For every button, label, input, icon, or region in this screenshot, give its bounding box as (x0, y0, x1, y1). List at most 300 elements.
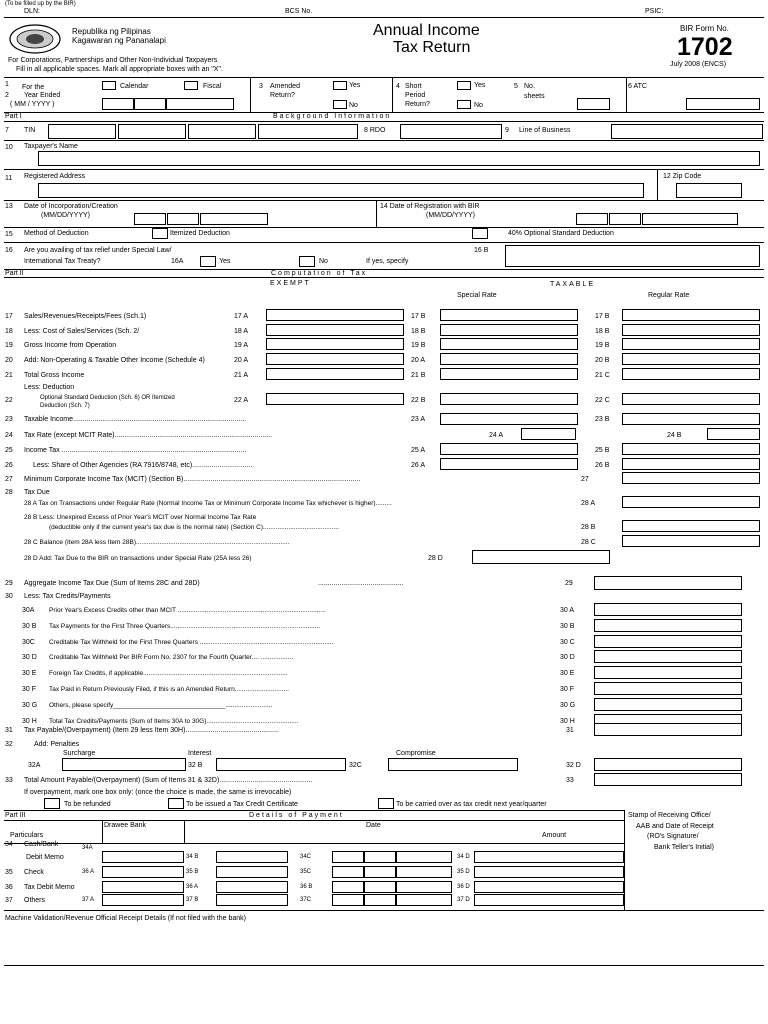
comp-special-input[interactable] (440, 393, 578, 405)
exempt-header: EXEMPT (270, 280, 311, 287)
comp-row-label: Less: Cost of Sales/Services (Sch. 2/ (24, 328, 140, 335)
mm-yyyy-label: ( MM / YYYY ) (10, 101, 55, 108)
regular-rate-header: Regular Rate (648, 292, 690, 299)
share-regular-input[interactable] (622, 458, 760, 470)
comp-regular-input[interactable] (622, 368, 760, 380)
amended-no-checkbox[interactable] (333, 100, 347, 109)
psic-label: PSIC: (645, 8, 664, 15)
item-32-number: 32 (5, 741, 13, 748)
payment-row-b-ref: 34 B (186, 854, 199, 860)
machine-validation-label: Machine Validation/Revenue Official Receipt Details (If not filed with the bank) (5, 915, 246, 922)
payment-row-label: Tax Debit Memo (24, 884, 75, 891)
tax-due-label: Tax Due (24, 489, 50, 496)
comp-row-number: 20 (5, 357, 13, 364)
amended-no-label: No (349, 102, 358, 109)
comp-regular-input[interactable] (622, 309, 760, 321)
item-28b-label: 28 B Less: Unexpired Excess of Prior Year's MCIT over Normal Income Tax Rate (24, 514, 257, 521)
osd-note: Optional Standard Deduction (Sch. 6) OR Itemized (40, 395, 175, 401)
total-payable-label: Total Amount Payable/(Overpayment) (Sum of Items 31 & 32D)................................................ (24, 777, 313, 784)
payment-row-d-ref: 34 D (457, 854, 470, 860)
item-16b-label: 16 B (474, 247, 489, 254)
item-31-number: 31 (5, 727, 13, 734)
amended-yes-checkbox[interactable] (333, 81, 347, 90)
comp-row-regular-ref: 21 C (595, 372, 610, 379)
form-title-line-2: Tax Return (393, 39, 471, 56)
comp-regular-input[interactable] (622, 353, 760, 365)
credit-row-label: Creditable Tax Withheld Per BIR Form No. 2307 for the Fourth Quarter.... .................. (49, 654, 294, 662)
credit-row-label: Tax Payments for the First Three Quarters................................................................................... (49, 622, 321, 630)
bir-seal-icon (8, 24, 62, 54)
overpayment-note: If overpayment, mark one box only: (once the choice is made, the same is irrevocable) (24, 789, 292, 796)
short-no-label: No (474, 102, 483, 109)
item-15-number: 15 (5, 231, 13, 238)
credit-row-code: 30A (22, 607, 35, 614)
balance-input[interactable] (622, 535, 760, 547)
part-2-title: Computation of Tax (271, 270, 368, 277)
comp-regular-input[interactable] (622, 393, 760, 405)
comp-row-regular-ref: 19 B (595, 342, 610, 349)
part-1-label: Part I (5, 113, 22, 120)
credit-row-code: 30 E (22, 670, 37, 678)
payment-day-input[interactable] (364, 851, 396, 863)
item-32b-label: 32 B (188, 762, 203, 769)
payment-row-label-2: Debit Memo (26, 854, 64, 861)
payment-amount-input[interactable] (474, 851, 624, 863)
special-tax-due-input[interactable] (472, 550, 610, 564)
payment-month-input[interactable] (332, 894, 364, 906)
payment-row-a-ref: 36 A (82, 869, 95, 875)
zip-code-label: 12 Zip Code (663, 173, 702, 180)
payment-row-number: 37 (5, 897, 13, 904)
short-yes-label: Yes (474, 82, 486, 89)
item-1-number: 1 (5, 81, 9, 88)
payment-bank-input[interactable] (102, 866, 184, 878)
item-30-number: 30 (5, 593, 13, 600)
item-3-number: 3 (259, 83, 263, 90)
tin-label: TIN (24, 127, 36, 134)
unexpired-mcit-input[interactable] (622, 520, 760, 532)
tin-input-4[interactable] (258, 124, 358, 139)
itemized-label: Itemized Deduction (170, 230, 230, 237)
tcc-label: To be issued a Tax Credit Certificate (186, 801, 298, 808)
credit-input[interactable] (594, 682, 742, 695)
comp-exempt-input[interactable] (266, 368, 404, 380)
registered-address-input[interactable] (38, 183, 644, 198)
form-number: 1702 (677, 33, 733, 61)
payment-month-input[interactable] (332, 881, 364, 893)
amended-return-label: Return? (270, 92, 295, 99)
date-registration-format: (MM/DD/YYYY) (426, 212, 475, 219)
tin-input-3[interactable] (188, 124, 256, 139)
registered-address-label: Registered Address (24, 173, 86, 180)
comp-row-exempt-ref: 22 A (234, 397, 249, 404)
tax-relief-label: Are you availing of tax relief under Special Law/ (24, 247, 172, 254)
item-32d-label: 32 D (566, 762, 581, 769)
credit-input[interactable] (594, 619, 742, 632)
item-32a-label: 32A (28, 762, 41, 769)
payment-row-d-ref: 35 D (457, 869, 470, 875)
osd-note-2: Deduction (Sch. 7) (40, 403, 90, 409)
item-4-number: 4 (396, 83, 400, 90)
reg-month-input[interactable] (576, 213, 608, 225)
item-32c-label: 32C (349, 762, 362, 769)
payment-row-d-ref: 37 D (457, 897, 470, 903)
item-23-number: 23 (5, 416, 13, 423)
payment-year-input[interactable] (396, 894, 452, 906)
comp-regular-input[interactable] (622, 324, 760, 336)
item-29-number: 29 (5, 580, 13, 587)
comp-row-label: Sales/Revenues/Receipts/Fees (Sch.1) (24, 313, 147, 320)
tin-input-2[interactable] (118, 124, 186, 139)
comp-row-special-ref: 19 B (411, 342, 426, 349)
date-incorporation-format: (MM/DD/YYYY) (41, 212, 90, 219)
tax-rate-label: Tax Rate (except MCIT Rate)................................................................................. (24, 432, 273, 439)
taxable-income-special-input[interactable] (440, 413, 578, 425)
inc-day-input[interactable] (167, 213, 199, 225)
reg-year-input[interactable] (642, 213, 738, 225)
item-28c-label: 28 C Balance (Item 28A less Item 28B)..................................................................................... (24, 539, 290, 546)
credit-row-label: Prior Year's Excess Credits other than MCIT .................................................................................. (49, 607, 326, 614)
relief-yes-label: Yes (219, 258, 231, 265)
interest-label: Interest (188, 750, 212, 757)
atc-label: 6 ATC (628, 83, 647, 90)
taxable-header: TAXABLE (550, 281, 595, 288)
credit-row-ref: 30 A (560, 607, 575, 614)
agency-line-2: Kagawaran ng Pananalapi (72, 36, 166, 45)
comp-row-regular-ref: 18 B (595, 328, 610, 335)
short-no-checkbox[interactable] (457, 100, 471, 109)
special-rate-header: Special Rate (457, 292, 497, 299)
interest-input[interactable] (216, 758, 346, 771)
for-corporations-note: For Corporations, Partnerships and Other Non-Individual Taxpayers (8, 57, 218, 64)
payment-number-input[interactable] (216, 894, 288, 906)
tcc-checkbox[interactable] (168, 798, 184, 809)
zip-code-input[interactable] (676, 183, 742, 198)
payment-month-input[interactable] (332, 866, 364, 878)
total-penalties-input[interactable] (594, 758, 742, 771)
comp-row-exempt-ref: 18 A (234, 328, 249, 335)
comp-row-special-ref: 20 A (411, 357, 426, 364)
year-input-2[interactable] (166, 98, 234, 110)
comp-exempt-input[interactable] (266, 393, 404, 405)
comp-row-number: 17 (5, 313, 13, 320)
to-be-filled-note: (To be filled up by the BIR) (5, 1, 76, 7)
relief-yes-checkbox[interactable] (200, 256, 216, 267)
credit-row-ref: 30 G (560, 701, 576, 709)
credit-row-code: 30C (22, 638, 35, 646)
payment-year-input[interactable] (396, 881, 452, 893)
date-registration-label: 14 Date of Registration with BIR (380, 203, 480, 210)
payment-row-label: Cash/Bank (24, 841, 59, 848)
credit-row-code: 30 B (22, 622, 37, 630)
stamp-line-3: (RO's Signature/ (647, 833, 699, 840)
comp-row-special-ref: 17 B (411, 313, 426, 320)
payment-number-input[interactable] (216, 851, 288, 863)
item-31-ref: 31 (566, 727, 574, 734)
calendar-checkbox[interactable] (102, 81, 116, 90)
credit-row-code: 30 D (22, 654, 37, 662)
short-yes-checkbox[interactable] (457, 81, 471, 90)
item-28d-ref: 28 D (428, 555, 443, 562)
payment-month-input[interactable] (332, 851, 364, 863)
taxpayer-name-label: Taxpayer's Name (24, 143, 78, 150)
comp-row-number: 18 (5, 328, 13, 335)
item-27-number: 27 (5, 476, 13, 483)
item-28d-label: 28 D Add: Tax Due to the BIR on transactions under Special Rate (25A less 26) (24, 555, 252, 562)
comp-row-special-ref: 18 B (411, 328, 426, 335)
method-deduction-label: Method of Deduction (24, 230, 89, 237)
line-of-business-label: Line of Business (519, 127, 571, 134)
tax-rate-special-input[interactable] (521, 428, 576, 440)
item-24-number: 24 (5, 432, 13, 439)
part-2-label: Part II (5, 270, 24, 277)
osd-label: 40% Optional Standard Deduction (508, 230, 614, 237)
payment-row-c-ref: 37C (300, 897, 312, 903)
compromise-label: Compromise (396, 750, 436, 757)
income-tax-label: Income Tax ............................................................................................... (24, 447, 247, 454)
comp-row-number: 21 (5, 372, 13, 379)
payment-row-b-ref: 37 B (186, 897, 199, 903)
month-input[interactable] (102, 98, 134, 110)
refund-label: To be refunded (64, 801, 111, 808)
payment-year-input[interactable] (396, 851, 452, 863)
comp-row-number: 22 (5, 397, 13, 404)
for-the-label: For the (22, 84, 45, 91)
credit-input[interactable] (594, 666, 742, 679)
payment-row-a-ref: 37 A (82, 897, 95, 903)
item-33-ref: 33 (566, 777, 574, 784)
sheets-label: sheets (524, 93, 545, 100)
fiscal-checkbox[interactable] (184, 81, 198, 90)
payment-row-label: Check (24, 869, 44, 876)
taxable-income-label: Taxable Income......................................................................................... (24, 416, 247, 423)
comp-exempt-input[interactable] (266, 338, 404, 350)
calendar-label: Calendar (120, 83, 149, 90)
aggregate-tax-dots: ............................................ (318, 580, 404, 587)
relief-no-checkbox[interactable] (299, 256, 315, 267)
carry-over-checkbox[interactable] (378, 798, 394, 809)
payment-row-d-ref: 36 D (457, 884, 470, 890)
item-26-number: 26 (5, 462, 13, 469)
payment-amount-input[interactable] (474, 894, 624, 906)
item-25a-label: 25 A (411, 447, 426, 454)
comp-exempt-input[interactable] (266, 353, 404, 365)
short-return-label: Return? (405, 101, 430, 108)
no-sheets-label: No. (524, 83, 535, 90)
income-tax-special-input[interactable] (440, 443, 578, 455)
relief-no-label: No (319, 258, 328, 265)
item-11-number: 11 (5, 175, 13, 182)
bcs-no-label: BCS No. (285, 8, 313, 15)
credit-row-ref: 30 F (560, 686, 575, 693)
period-label: Period (405, 92, 426, 99)
item-33-number: 33 (5, 777, 13, 784)
payment-row-number: 34 (5, 841, 13, 848)
taxable-income-regular-input[interactable] (622, 413, 760, 425)
year-input-1[interactable] (134, 98, 166, 110)
particulars-header: Particulars (10, 832, 44, 839)
credit-row-label: Creditable Tax Withheld for the First Three Quarters .......................................................................... (49, 638, 334, 646)
comp-row-regular-ref: 22 C (595, 397, 610, 404)
item-2-number: 2 (5, 92, 9, 99)
tin-input-1[interactable] (48, 124, 116, 139)
form-title-line-1: Annual Income (373, 22, 480, 39)
credit-row-label: Foreign Tax Credits, if applicable................................................................................ (49, 670, 288, 678)
item-26a-label: 26 A (411, 462, 426, 469)
osd-checkbox[interactable] (472, 228, 488, 239)
comp-row-label: Less: Deduction (24, 384, 75, 391)
payment-number-input[interactable] (216, 881, 288, 893)
rdo-input[interactable] (400, 124, 502, 139)
tax-regular-input[interactable] (622, 496, 760, 508)
atc-input[interactable] (686, 98, 760, 110)
item-16-number: 16 (5, 247, 13, 254)
item-24b-label: 24 B (667, 432, 682, 439)
part-1-title: Background Information (273, 113, 392, 120)
item-5-number: 5 (514, 83, 518, 90)
credit-row-label: Tax Paid in Return Previously Filed, if this is an Amended Return.............................. (49, 686, 289, 693)
tax-rate-regular-input[interactable] (707, 428, 760, 440)
inc-year-input[interactable] (200, 213, 268, 225)
surcharge-label: Surcharge (63, 750, 96, 757)
comp-special-input[interactable] (440, 353, 578, 365)
part-3-title: Details of Payment (249, 812, 344, 819)
payment-day-input[interactable] (364, 866, 396, 878)
comp-exempt-input[interactable] (266, 324, 404, 336)
tax-payable-input[interactable] (594, 723, 742, 736)
item-28c-ref: 28 C (581, 539, 596, 546)
if-yes-specify-label: If yes, specify (366, 258, 409, 265)
credit-row-ref: 30 E (560, 670, 575, 678)
credit-input[interactable] (594, 603, 742, 616)
comp-regular-input[interactable] (622, 338, 760, 350)
payment-row-number: 36 (5, 884, 13, 891)
amended-label: Amended (270, 83, 300, 90)
carry-over-label: To be carried over as tax credit next year/quarter (396, 801, 547, 808)
comp-row-exempt-ref: 17 A (234, 313, 249, 320)
comp-special-input[interactable] (440, 324, 578, 336)
penalties-label: Add: Penalties (34, 741, 80, 748)
comp-special-input[interactable] (440, 368, 578, 380)
comp-exempt-input[interactable] (266, 309, 404, 321)
credit-row-ref: 30 H (560, 717, 575, 725)
item-25-number: 25 (5, 447, 13, 454)
credit-input[interactable] (594, 698, 742, 711)
tax-payable-label: Tax Payable/(Overpayment) (Item 29 less Item 30H)................................................ (24, 727, 279, 734)
item-28-number: 28 (5, 489, 13, 496)
payment-bank-input[interactable] (102, 851, 184, 863)
sheets-input[interactable] (577, 98, 610, 110)
share-special-input[interactable] (440, 458, 578, 470)
payment-day-input[interactable] (364, 881, 396, 893)
amended-yes-label: Yes (349, 82, 361, 89)
income-tax-regular-input[interactable] (622, 443, 760, 455)
relief-specify-input[interactable] (505, 245, 760, 267)
payment-day-input[interactable] (364, 894, 396, 906)
rdo-label: 8 RDO (364, 127, 386, 134)
credit-row-code: 30 H (22, 717, 37, 725)
item-25b-label: 25 B (595, 447, 610, 454)
line-of-business-input[interactable] (611, 124, 763, 139)
stamp-line-1: Stamp of Receiving Office/ (628, 812, 711, 819)
payment-amount-input[interactable] (474, 866, 624, 878)
item-7-number: 7 (5, 127, 9, 134)
share-agencies-label: Less: Share of Other Agencies (RA 7916/8748, etc)............................... (33, 462, 253, 469)
comp-row-exempt-ref: 19 A (234, 342, 249, 349)
credit-input[interactable] (594, 635, 742, 648)
item-13-number: 13 (5, 203, 13, 210)
item-28b-ref: 28 B (581, 524, 596, 531)
item-16a-label: 16A (171, 258, 184, 265)
mcit-input[interactable] (622, 472, 760, 484)
fiscal-label: Fiscal (203, 83, 222, 90)
credit-row-ref: 30 D (560, 654, 575, 662)
comp-row-label: Add: Non-Operating & Taxable Other Income (Schedule 4) (24, 357, 205, 364)
surcharge-input[interactable] (62, 758, 186, 771)
treaty-label: International Tax Treaty? (24, 258, 101, 265)
itemized-checkbox[interactable] (152, 228, 168, 239)
drawee-bank-header: Drawee Bank (104, 822, 147, 829)
comp-special-input[interactable] (440, 309, 578, 321)
credit-row-code: 30 G (22, 701, 38, 709)
payment-row-c-ref: 35C (300, 869, 312, 875)
dln-label: DLN: (24, 8, 40, 15)
item-29-ref: 29 (565, 580, 573, 587)
reg-day-input[interactable] (609, 213, 641, 225)
payment-bank-input[interactable] (102, 894, 184, 906)
item-26b-label: 26 B (595, 462, 610, 469)
item-23a-label: 23 A (411, 416, 426, 423)
part-3-label: Part III (5, 812, 26, 819)
credit-row-label: Total Tax Credits/Payments (Sum of Items 30A to 30G)................................................... (49, 717, 299, 725)
comp-row-special-ref: 22 B (411, 397, 426, 404)
comp-special-input[interactable] (440, 338, 578, 350)
payment-year-input[interactable] (396, 866, 452, 878)
comp-row-number: 19 (5, 342, 13, 349)
payment-row-c-ref: 36 B (300, 884, 313, 890)
bir-form-no-label: BIR Form No. (680, 24, 729, 33)
aggregate-tax-input[interactable] (594, 576, 742, 590)
payment-number-input[interactable] (216, 866, 288, 878)
payment-amount-input[interactable] (474, 881, 624, 893)
payment-row-a-ref: 34A (82, 845, 93, 851)
payment-row-number: 35 (5, 869, 13, 876)
item-28a-ref: 28 A (581, 500, 596, 507)
item-24a-label: 24 A (489, 432, 504, 439)
taxpayer-name-input[interactable] (38, 151, 760, 166)
credit-input[interactable] (594, 650, 742, 663)
comp-row-label: Gross Income from Operation (24, 342, 117, 349)
agency-line-1: Republika ng Pilipinas (72, 27, 151, 36)
credit-row-code: 30 F (22, 686, 37, 693)
payment-row-b-ref: 35 B (186, 869, 199, 875)
mcit-label: Minimum Corporate Income Tax (MCIT) (Section B)........................................................................................... (24, 476, 361, 483)
fill-in-note: Fill in all applicable spaces. Mark all appropriate boxes with an "X". (16, 66, 223, 73)
total-payable-input[interactable] (594, 773, 742, 786)
aggregate-tax-label: Aggregate Income Tax Due (Sum of Items 28C and 28D) (24, 580, 200, 587)
compromise-input[interactable] (388, 758, 518, 771)
item-28a-label: 28 A Tax on Transactions under Regular Rate (Normal Income Tax or Minimum Corporate Income Tax whichever is higher)......... (24, 500, 392, 507)
payment-row-c-ref: 34C (300, 854, 312, 860)
inc-month-input[interactable] (134, 213, 166, 225)
payment-row-b-ref: 36 A (186, 884, 199, 890)
payment-bank-input[interactable] (102, 881, 184, 893)
form-date: July 2008 (ENCS) (670, 61, 727, 68)
refund-checkbox[interactable] (44, 798, 60, 809)
item-9-number: 9 (505, 127, 509, 134)
credit-row-ref: 30 B (560, 622, 575, 630)
comp-row-regular-ref: 17 B (595, 313, 610, 320)
